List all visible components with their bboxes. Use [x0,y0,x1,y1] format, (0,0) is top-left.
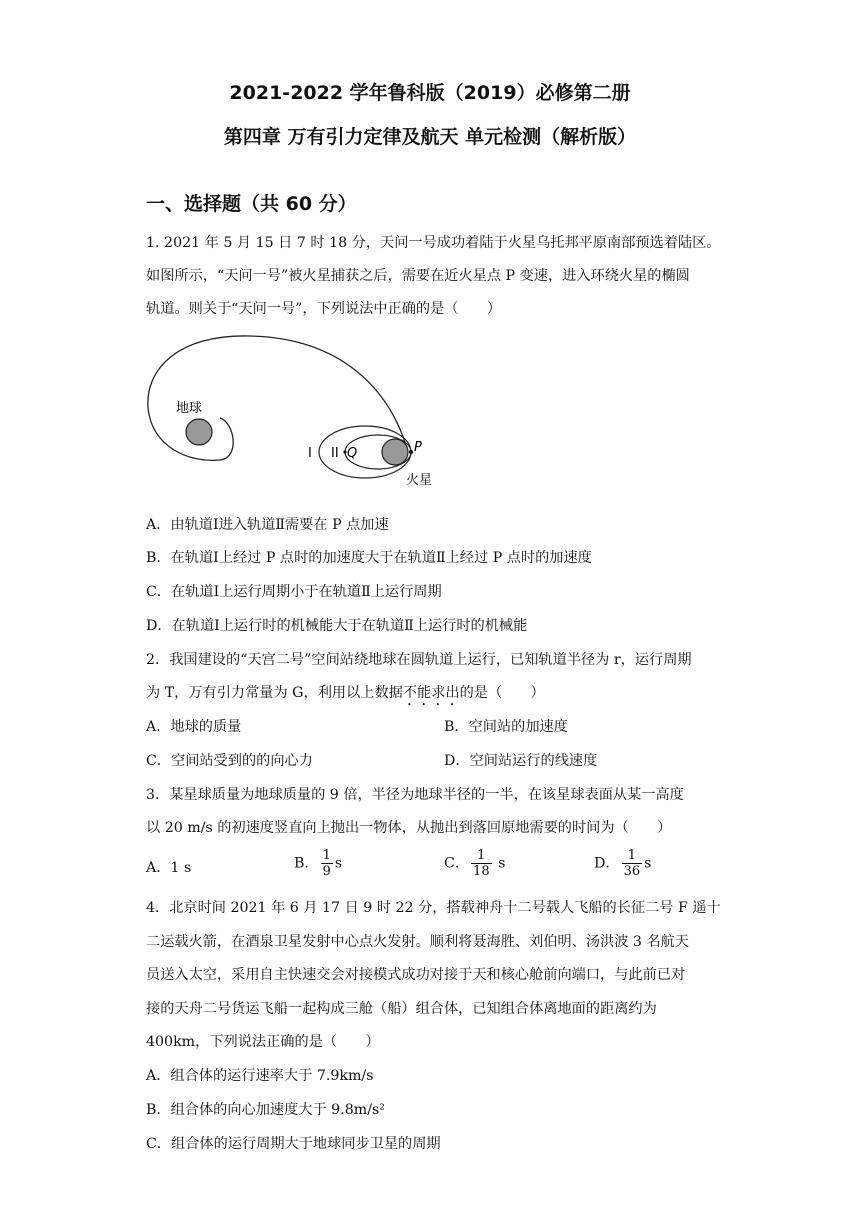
q2-option-b: B．空间站的加速度 [444,719,568,735]
transfer-trajectory [148,336,408,460]
q3-option-c-unit: s [498,855,506,872]
q3-option-b-fraction [321,848,333,879]
q3-option-b-prefix: B． [294,855,319,872]
document-title-line2: 第四章 万有引力定律及航天 单元检测（解析版） [223,126,637,148]
q3-stem-line1: 3．某星球质量为地球质量的 9 倍，半径为地球半径的一半，在该星球表面从某一高度 [146,787,684,803]
q4-option-c: C．组合体的运行周期大于地球同步卫星的周期 [146,1136,441,1152]
q1-option-b: B．在轨道Ⅰ上经过 P 点时的加速度大于在轨道Ⅱ上经过 P 点时的加速度 [146,550,592,566]
q4-option-a: A．组合体的运行速率大于 7.9km/s [146,1068,374,1084]
q2-stem-emphasis: 不能求出 [402,685,460,701]
q2-option-d: D．空间站运行的线速度 [444,753,598,769]
mars-circle [382,439,408,465]
fraction-numerator: 1 [322,848,331,863]
q2-stem-post: 的是（ ） [459,685,545,701]
q4-option-b: B．组合体的向心加速度大于 9.8m/s² [146,1102,385,1118]
orbit-1-label: I [308,446,312,461]
orbit-2-label: II [331,446,339,461]
fraction-denominator: 36 [623,864,641,879]
q1-stem-line2: 如图所示，“天问一号”被火星捕获之后，需要在近火星点 P 变速，进入环绕火星的椭圆 [146,268,690,284]
earth-label: 地球 [176,401,203,416]
q3-option-b [294,848,342,879]
q3-option-c-prefix: C． [444,855,470,872]
q2-option-c: C．空间站受到的的向心力 [146,753,313,769]
q2-option-a: A．地球的质量 [146,719,242,735]
q4-stem-line4: 接的天舟二号货运飞船一起构成三舱（船）组合体，已知组合体离地面的距离约为 [146,1001,657,1017]
q4-stem-line1: 4．北京时间 2021 年 6 月 17 日 9 时 22 分，搭载神舟十二号载人飞船的长征二号 F 遥十 [146,900,721,916]
point-p-label: P [414,440,422,455]
q2-stem-line1: 2．我国建设的“天宫二号”空间站绕地球在圆轨道上运行，已知轨道半径为 r，运行周期 [146,652,692,668]
fraction-numerator: 1 [471,848,492,864]
q3-option-d-unit: s [644,855,652,872]
section-heading: 一、选择题（共 60 分） [146,193,357,215]
q3-option-c [444,848,505,879]
q2-stem-pre: 为 T，万有引力常量为 G，利用以上数据 [146,685,403,701]
q4-stem-line5: 400km，下列说法正确的是（ ） [146,1034,380,1050]
q1-option-d: D．在轨道Ⅰ上运行时的机械能大于在轨道Ⅱ上运行时的机械能 [146,618,528,634]
q2-stem-line2 [146,682,545,709]
q4-stem-line3: 员送入太空，采用自主快速交会对接模式成功对接于天和核心舱前向端口，与此前已对 [146,967,686,983]
mars-label: 火星 [406,473,433,488]
orbit-diagram [140,328,460,498]
fraction-denominator: 18 [473,864,490,879]
point-q-label: Q [347,446,358,461]
point-p-dot [409,450,413,454]
fraction-numerator: 1 [622,848,643,864]
q1-option-a: A．由轨道Ⅰ进入轨道Ⅱ需要在 P 点加速 [146,517,389,533]
fraction-denominator: 9 [322,864,331,879]
q1-option-c: C．在轨道Ⅰ上运行周期小于在轨道Ⅱ上运行周期 [146,584,442,600]
q3-option-b-unit: s [334,855,343,872]
q3-option-d [594,848,651,879]
q4-stem-line2: 二运载火箭，在酒泉卫星发射中心点火发射。顺利将聂海胜、刘伯明、汤洪波 3 名航天 [146,934,689,950]
q3-option-d-prefix: D． [594,855,620,872]
q3-stem-line2: 以 20 m/s 的初速度竖直向上抛出一物体，从抛出到落回原地需要的时间为（ ） [146,820,672,836]
document-title-line1: 2021-2022 学年鲁科版（2019）必修第二册 [229,82,631,104]
q1-stem-line1: 1. 2021 年 5 月 15 日 7 时 18 分，天问一号成功着陆于火星乌托邦平原南部预选着陆区。 [146,235,721,251]
q3-option-c-fraction [471,848,492,879]
q3-option-a: A．1 s [146,860,192,876]
q3-option-d-fraction [622,848,643,879]
q1-stem-line3: 轨道。则关于“天问一号”，下列说法中正确的是（ ） [146,301,502,317]
earth-circle [186,419,212,445]
